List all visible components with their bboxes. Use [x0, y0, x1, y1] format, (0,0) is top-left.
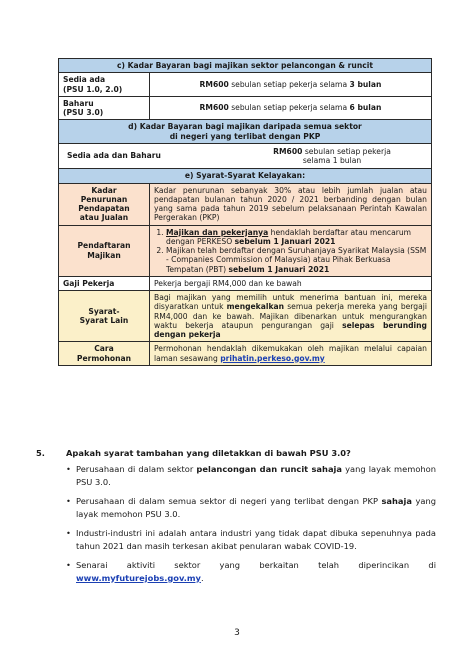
answer-item-3: • Industri-industri ini adalah antara industri yang tidak dapat dibuka sepenuhnya pada tahun 2021 dan masih terkesan akibat penularan wabak COVID-19.: [66, 527, 436, 552]
section-d-heading: d) Kadar Bayaran bagi majikan daripada semua sektor di negeri yang terlibat dengan PKP: [59, 120, 432, 144]
text-kadar-penurunan: Kadar penurunan sebanyak 30% atau lebih jumlah jualan atau pendapatan bulanan tahun 2020 / 2021 berbanding dengan bulan yang sama pada tahun 2019 sebelum pelaksanaan Perintah Kawalan Pergerakan (PKP): [150, 183, 432, 225]
answer-item-2: • Perusahaan di dalam semua sektor di negeri yang terlibat dengan PKP sahaja yang layak memohon PSU 3.0.: [66, 495, 436, 520]
section-c-heading: c) Kadar Bayaran bagi majikan sektor pelancongan & runcit: [59, 59, 432, 73]
label-pendaftaran-majikan: Pendaftaran Majikan: [59, 225, 150, 276]
row-label-baharu: Baharu (PSU 3.0): [59, 96, 150, 120]
label-kadar-penurunan: Kadar Penurunan Pendapatan atau Jualan: [59, 183, 150, 225]
answer-item-1: • Perusahaan di dalam sektor pelancongan dan runcit sahaja yang layak memohon PSU 3.0.: [66, 463, 436, 488]
question-text: Apakah syarat tambahan yang diletakkan di bawah PSU 3.0?: [66, 448, 351, 458]
myfuturejobs-link[interactable]: www.myfuturejobs.gov.my: [76, 572, 201, 583]
label-gaji-pekerja: Gaji Pekerja: [59, 276, 150, 290]
question-5: [36, 447, 436, 459]
text-gaji-pekerja: Pekerja bergaji RM4,000 dan ke bawah: [150, 276, 432, 290]
pendaftaran-item-1: 1. Majikan dan pekerjanya hendaklah berdaftar atau mencarum dengan PERKESO sebelum 1 Januari 2021: [166, 228, 427, 247]
label-cara-permohonan: Cara Permohonan: [59, 342, 150, 366]
rate-cell-baharu: RM600 sebulan setiap pekerja selama 6 bulan: [150, 96, 432, 120]
page-number: 3: [234, 628, 240, 638]
rate-cell-sedia-ada: RM600 sebulan setiap pekerja selama 3 bulan: [150, 73, 432, 97]
row-label-sedia-ada: Sedia ada (PSU 1.0, 2.0): [59, 73, 150, 97]
rate-cell-pkp: RM600 sebulan setiap pekerja selama 1 bulan: [273, 146, 391, 165]
answer-list: [66, 463, 436, 584]
text-cara-permohonan: Permohonan hendaklah dikemukakan oleh majikan melalui capaian laman sesawang prihatin.perkeso.gov.my: [150, 342, 432, 366]
row-label-sedia-ada-dan-baharu: Sedia ada dan Baharu: [67, 151, 161, 161]
prihatin-link[interactable]: prihatin.perkeso.gov.my: [220, 353, 325, 363]
answer-item-4: • Senarai aktiviti sektor yang berkaitan telah diperincikan di www.myfuturejobs.gov.my.: [66, 559, 436, 584]
text-pendaftaran-majikan: [150, 225, 432, 276]
section-5: [36, 447, 436, 591]
question-number: 5.: [36, 448, 45, 458]
section-e-heading: e) Syarat-Syarat Kelayakan:: [59, 169, 432, 183]
text-syarat-lain: Bagi majikan yang memilih untuk menerima bantuan ini, mereka disyaratkan untuk mengekalkan semua pekerja mereka yang bergaji RM4,000 dan ke bawah. Majikan dibenarkan untuk mengurangkan waktu bekerja ataupun pengurangan gaji selepas berunding dengan pekerja: [150, 291, 432, 342]
benefit-table: [58, 58, 432, 366]
label-syarat-lain: Syarat- Syarat Lain: [59, 291, 150, 342]
pendaftaran-item-2: 2. Majikan telah berdaftar dengan Suruhanjaya Syarikat Malaysia (SSM - Companies Commission of Malaysia) atau Pihak Berkuasa Tempatan (PBT) sebelum 1 Januari 2021: [166, 246, 427, 274]
section-d-row: [59, 143, 432, 169]
